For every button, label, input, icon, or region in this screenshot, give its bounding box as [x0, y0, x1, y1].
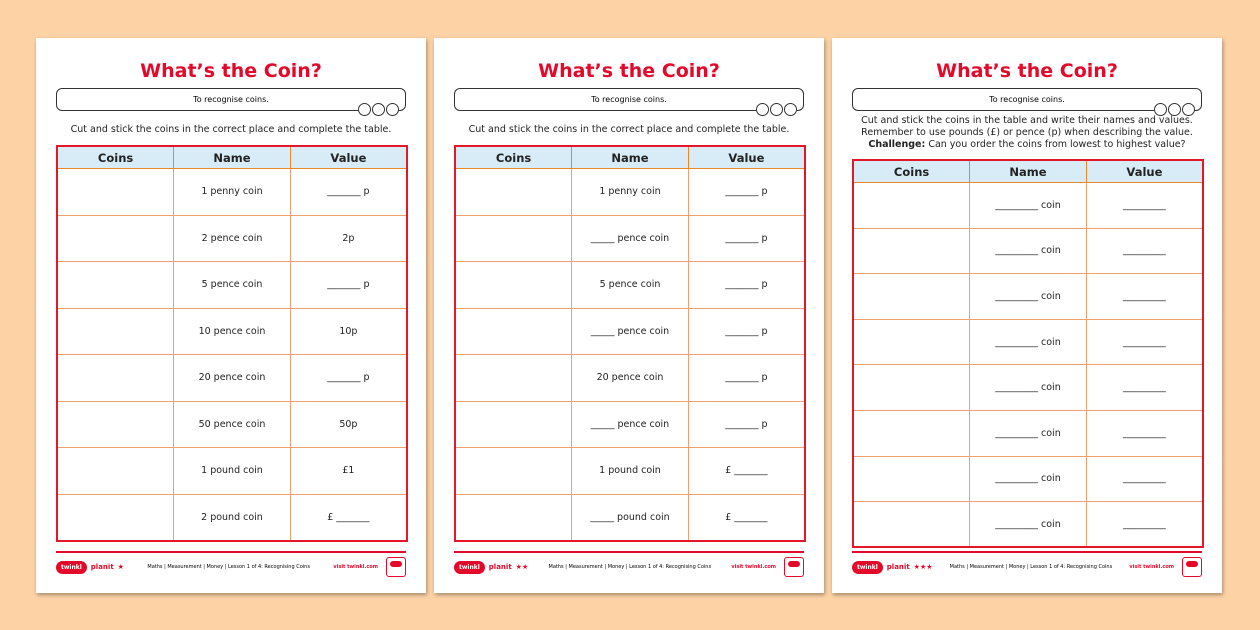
name-cell[interactable]: 2 pound coin [174, 494, 291, 541]
name-cell[interactable]: 5 pence coin [572, 262, 689, 309]
value-cell[interactable]: _______ p [688, 308, 805, 355]
name-cell[interactable]: _____ pence coin [572, 308, 689, 355]
name-cell[interactable]: 1 pound coin [572, 448, 689, 495]
learning-objective [454, 88, 804, 111]
table-row [455, 401, 805, 448]
table-row [455, 169, 805, 216]
coin-cell[interactable] [455, 308, 572, 355]
instructions [44, 124, 418, 136]
objective-text: To recognise coins. [989, 95, 1065, 104]
table-row [455, 308, 805, 355]
worksheet-title: What’s the Coin? [538, 60, 720, 82]
value-cell[interactable]: _________ [1086, 319, 1203, 365]
value-cell[interactable]: _______ p [290, 262, 407, 309]
table-row [853, 319, 1203, 365]
worksheet [434, 38, 824, 593]
value-cell[interactable]: _________ [1086, 365, 1203, 411]
footer [56, 551, 406, 581]
value-cell[interactable]: _______ p [688, 169, 805, 216]
name-cell[interactable]: _________ coin [970, 410, 1087, 456]
table-row [57, 169, 407, 216]
value-cell[interactable]: _______ p [290, 169, 407, 216]
footer-breadcrumb: Maths | Measurement | Money | Lesson 1 of 4: Recognising Coins [949, 564, 1113, 570]
coin-table [852, 159, 1204, 548]
value-cell[interactable]: _______ p [688, 262, 805, 309]
footer-breadcrumb: Maths | Measurement | Money | Lesson 1 of 4: Recognising Coins [147, 564, 310, 570]
name-cell[interactable]: _________ coin [970, 456, 1087, 502]
quality-badge-icon [1182, 557, 1202, 577]
challenge-text: Can you order the coins from lowest to highest value? [925, 139, 1186, 150]
name-cell[interactable]: 10 pence coin [174, 308, 291, 355]
table-row [853, 365, 1203, 411]
column-header: Coins [57, 146, 174, 169]
table-row [853, 274, 1203, 320]
worksheet-title: What’s the Coin? [140, 60, 322, 82]
value-cell[interactable]: _______ p [688, 401, 805, 448]
column-header: Name [174, 146, 291, 169]
planit-logo: planit [488, 563, 512, 571]
table-row [455, 355, 805, 402]
value-cell[interactable]: _______ p [688, 355, 805, 402]
name-cell[interactable]: 2 pence coin [174, 215, 291, 262]
value-cell[interactable]: _______ p [290, 355, 407, 402]
column-header: Name [572, 146, 689, 169]
instruction-line: Remember to use pounds (£) or pence (p) when describing the value. [861, 127, 1193, 138]
name-cell[interactable]: _________ coin [970, 274, 1087, 320]
planit-logo: planit [886, 563, 910, 571]
column-header: Coins [455, 146, 572, 169]
name-cell[interactable]: _________ coin [970, 319, 1087, 365]
learning-objective [852, 88, 1202, 111]
value-cell[interactable]: £ _______ [290, 494, 407, 541]
table-row [57, 215, 407, 262]
instructions [442, 124, 816, 136]
footer [454, 551, 804, 581]
table-row [57, 401, 407, 448]
name-cell[interactable]: 1 penny coin [174, 169, 291, 216]
coin-cell[interactable] [455, 401, 572, 448]
coin-cell[interactable] [853, 365, 970, 411]
coin-cell[interactable] [57, 308, 174, 355]
coin-cell[interactable] [853, 183, 970, 229]
value-cell[interactable]: 50p [290, 401, 407, 448]
coin-cell[interactable] [57, 401, 174, 448]
coin-table [454, 145, 806, 542]
planit-logo: planit [90, 563, 114, 571]
coin-cell[interactable] [57, 448, 174, 495]
value-cell[interactable]: 10p [290, 308, 407, 355]
coin-cell[interactable] [455, 355, 572, 402]
table-row [57, 355, 407, 402]
table-row [57, 448, 407, 495]
value-cell[interactable]: _________ [1086, 456, 1203, 502]
value-cell[interactable]: _________ [1086, 410, 1203, 456]
name-cell[interactable]: 1 pound coin [174, 448, 291, 495]
coin-cell[interactable] [853, 228, 970, 274]
coin-cell[interactable] [57, 169, 174, 216]
table-row [853, 502, 1203, 548]
column-header: Value [688, 146, 805, 169]
instruction-line: Cut and stick the coins in the table and write their names and values. [861, 115, 1193, 126]
table-row [57, 262, 407, 309]
column-header: Value [290, 146, 407, 169]
name-cell[interactable]: _________ coin [970, 502, 1087, 548]
name-cell[interactable]: 20 pence coin [174, 355, 291, 402]
column-header: Coins [853, 160, 970, 183]
instructions [840, 115, 1214, 151]
name-cell[interactable]: _____ pence coin [572, 215, 689, 262]
coin-cell[interactable] [853, 502, 970, 548]
footer-breadcrumb: Maths | Measurement | Money | Lesson 1 of 4: Recognising Coins [548, 564, 712, 570]
coin-cell[interactable] [853, 456, 970, 502]
table-row [853, 228, 1203, 274]
value-cell[interactable]: £1 [290, 448, 407, 495]
coin-cell[interactable] [455, 494, 572, 541]
coin-cell[interactable] [57, 262, 174, 309]
value-cell[interactable]: _________ [1086, 228, 1203, 274]
coin-cell[interactable] [57, 494, 174, 541]
coin-cell[interactable] [57, 215, 174, 262]
difficulty-stars: ★ [117, 563, 124, 571]
table-row [455, 262, 805, 309]
coin-table [56, 145, 408, 542]
worksheet [832, 38, 1222, 593]
name-cell[interactable]: _____ pence coin [572, 401, 689, 448]
coin-cell[interactable] [455, 215, 572, 262]
name-cell[interactable]: 20 pence coin [572, 355, 689, 402]
instruction-line: Cut and stick the coins in the correct place and complete the table. [468, 124, 790, 135]
table-row [853, 456, 1203, 502]
challenge-label: Challenge: [868, 139, 926, 150]
table-row [57, 494, 407, 541]
table-row [853, 183, 1203, 229]
table-row [455, 494, 805, 541]
worksheet [36, 38, 426, 593]
name-cell[interactable]: 1 penny coin [572, 169, 689, 216]
twinkl-logo: twinkl [454, 561, 485, 574]
value-cell[interactable]: _________ [1086, 274, 1203, 320]
value-cell[interactable]: _______ p [688, 215, 805, 262]
visit-link[interactable]: visit twinkl.com [1129, 564, 1174, 570]
table-row [853, 410, 1203, 456]
twinkl-logo: twinkl [852, 561, 883, 574]
table-row [57, 308, 407, 355]
value-cell[interactable]: £ _______ [688, 494, 805, 541]
self-assessment-circles [358, 103, 399, 116]
name-cell[interactable]: _________ coin [970, 365, 1087, 411]
coin-cell[interactable] [455, 169, 572, 216]
name-cell[interactable]: _________ coin [970, 183, 1087, 229]
visit-link[interactable]: visit twinkl.com [731, 564, 776, 570]
name-cell[interactable]: 50 pence coin [174, 401, 291, 448]
name-cell[interactable]: _________ coin [970, 228, 1087, 274]
column-header: Name [970, 160, 1087, 183]
self-assessment-circles [756, 103, 797, 116]
value-cell[interactable]: 2p [290, 215, 407, 262]
table-row [455, 215, 805, 262]
difficulty-stars: ★★★ [913, 563, 933, 571]
coin-cell[interactable] [853, 274, 970, 320]
table-row [455, 448, 805, 495]
coin-cell[interactable] [455, 448, 572, 495]
quality-badge-icon [784, 557, 804, 577]
twinkl-logo: twinkl [56, 561, 87, 574]
coin-cell[interactable] [853, 319, 970, 365]
objective-text: To recognise coins. [591, 95, 667, 104]
value-cell[interactable]: £ _______ [688, 448, 805, 495]
quality-badge-icon [386, 557, 406, 577]
learning-objective [56, 88, 406, 111]
name-cell[interactable]: 5 pence coin [174, 262, 291, 309]
column-header: Value [1086, 160, 1203, 183]
coin-cell[interactable] [853, 410, 970, 456]
visit-link[interactable]: visit twinkl.com [333, 564, 378, 570]
value-cell[interactable]: _________ [1086, 502, 1203, 548]
coin-cell[interactable] [57, 355, 174, 402]
footer [852, 551, 1202, 581]
coin-cell[interactable] [455, 262, 572, 309]
worksheet-title: What’s the Coin? [936, 60, 1118, 82]
difficulty-stars: ★★ [515, 563, 529, 571]
name-cell[interactable]: _____ pound coin [572, 494, 689, 541]
instruction-line: Cut and stick the coins in the correct place and complete the table. [70, 124, 392, 135]
challenge-line [840, 139, 1214, 151]
objective-text: To recognise coins. [193, 95, 269, 104]
value-cell[interactable]: _________ [1086, 183, 1203, 229]
